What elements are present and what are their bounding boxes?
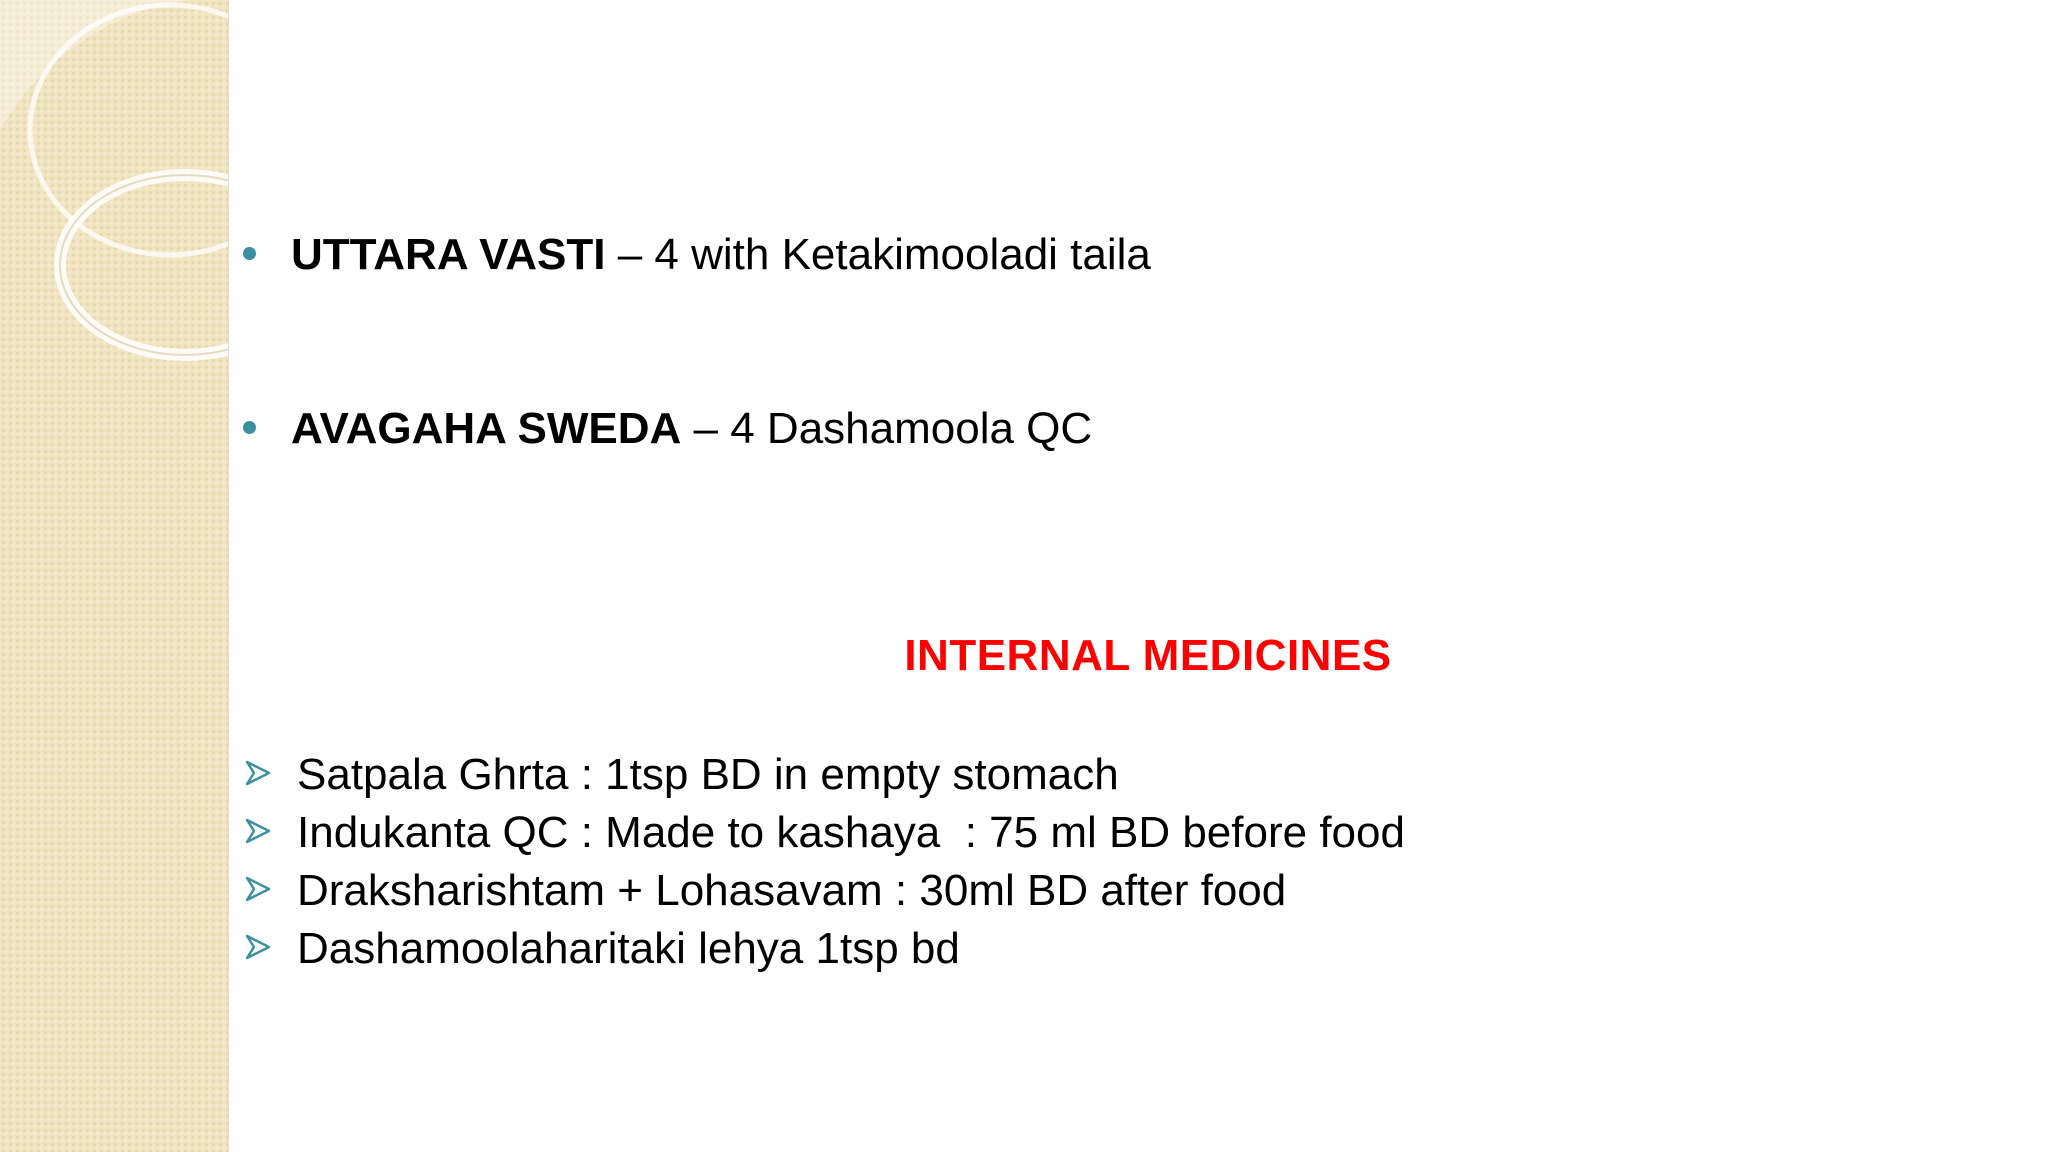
medicine-item — [243, 804, 1405, 862]
arrow-bullet-icon — [243, 816, 273, 846]
treatment-bullet-avagaha-sweda — [243, 401, 1092, 457]
medicine-text: Draksharishtam + Lohasavam : 30ml BD after food — [297, 866, 1287, 915]
treatment-bullet-uttara-vasti — [243, 227, 1151, 283]
treatment-name: UTTARA VASTI — [291, 230, 606, 279]
treatment-detail: – 4 Dashamoola QC — [681, 404, 1093, 453]
medicine-item — [243, 746, 1405, 804]
arrow-bullet-icon — [243, 758, 273, 788]
decorative-side-strip — [0, 0, 229, 1152]
medicine-text: Indukanta QC : Made to kashaya : 75 ml BD before food — [297, 808, 1405, 857]
medicine-text: Dashamoolaharitaki lehya 1tsp bd — [297, 924, 960, 973]
medicine-text: Satpala Ghrta : 1tsp BD in empty stomach — [297, 750, 1119, 799]
treatment-detail: – 4 with Ketakimooladi taila — [605, 230, 1151, 279]
medicine-item — [243, 920, 1405, 978]
circle-bullet-icon — [243, 247, 256, 260]
section-heading: INTERNAL MEDICINES — [904, 631, 1392, 680]
medicine-item — [243, 862, 1405, 920]
swirl-decoration-icon — [0, 0, 228, 420]
arrow-bullet-icon — [243, 932, 273, 962]
medicine-list — [243, 746, 1405, 978]
circle-bullet-icon — [243, 421, 256, 434]
arrow-bullet-icon — [243, 874, 273, 904]
treatment-name: AVAGAHA SWEDA — [291, 404, 682, 453]
